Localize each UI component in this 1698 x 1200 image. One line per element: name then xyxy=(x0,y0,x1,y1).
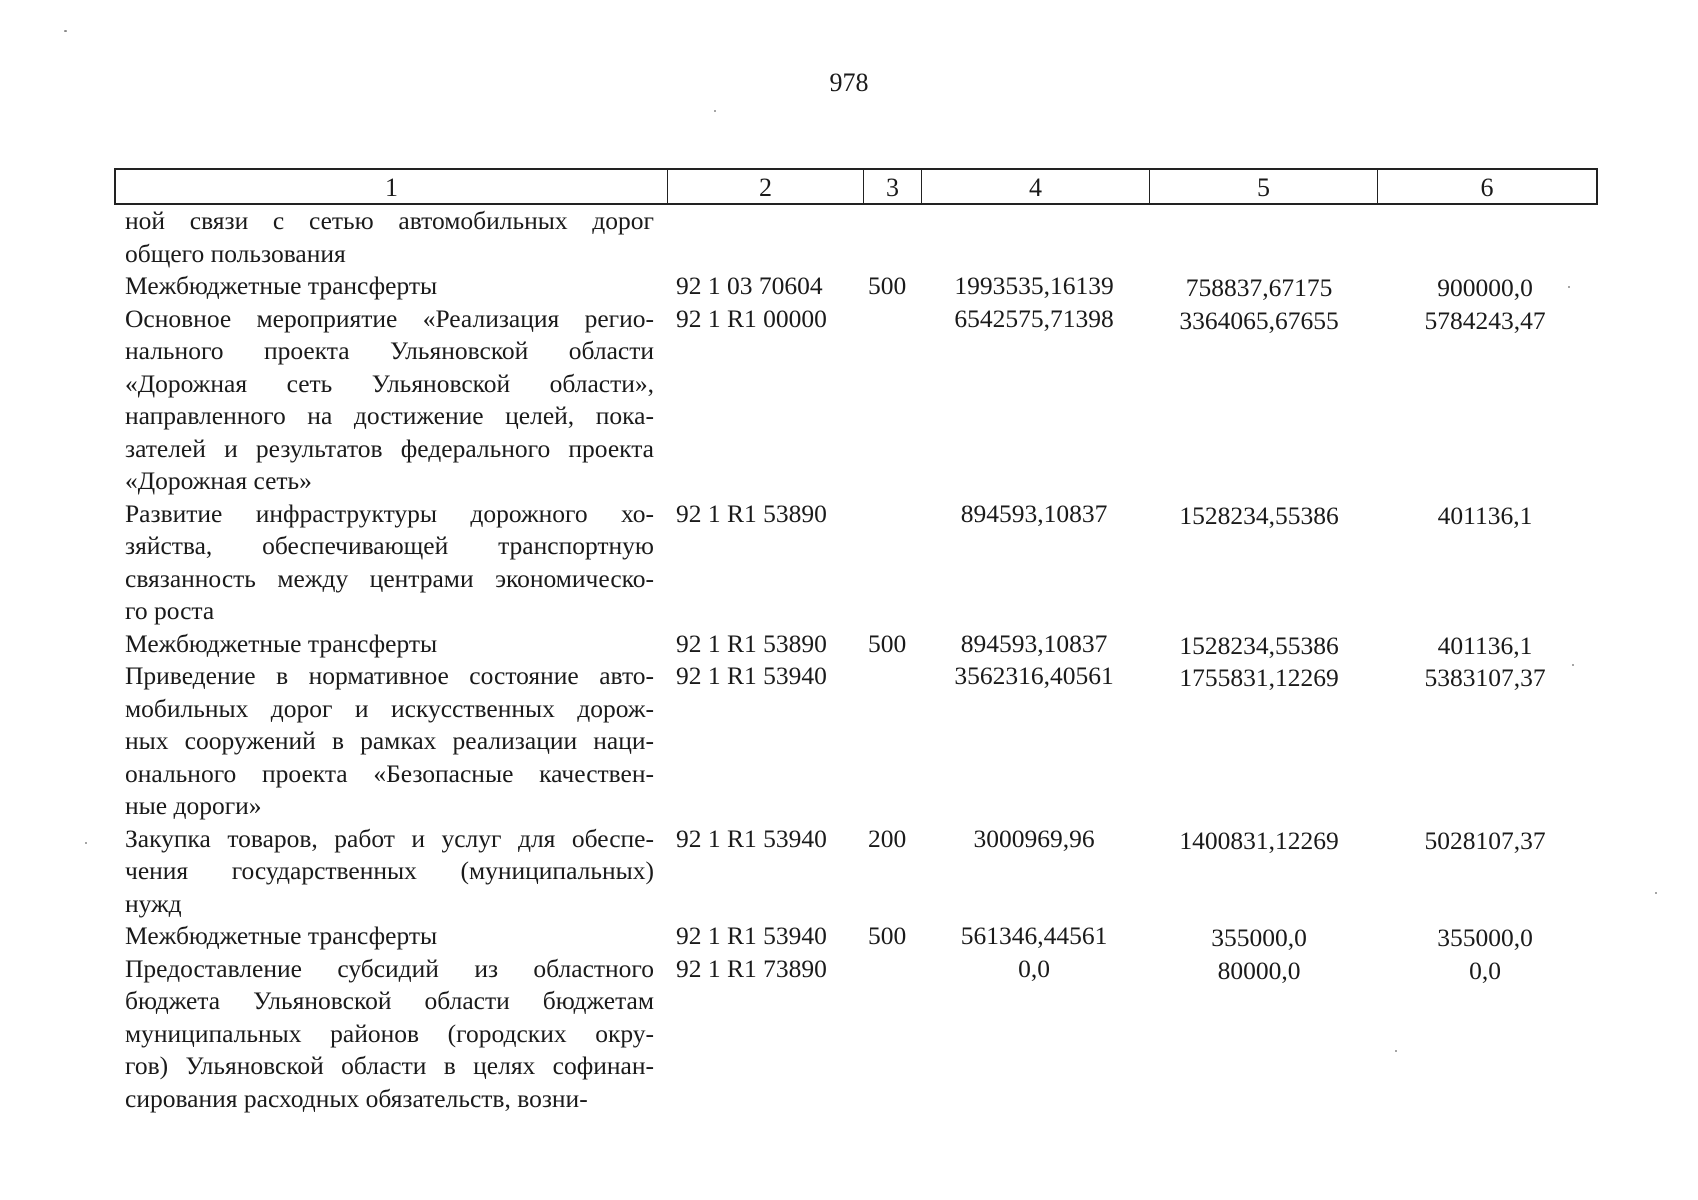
cell-value-6: 0,0 xyxy=(1469,955,1501,985)
description-line: онального проекта «Безопасные качествен- xyxy=(125,758,654,788)
cell-code: 92 1 R1 00000 xyxy=(676,303,827,333)
description-line: ные дороги» xyxy=(125,791,262,820)
cell-value-4: 1993535,16139 xyxy=(954,271,1114,300)
page-number: 978 xyxy=(829,68,869,97)
scan-speck xyxy=(64,30,67,32)
description-line: Основное мероприятие «Реализация регио- xyxy=(125,303,654,333)
row-description xyxy=(125,660,654,823)
description-line: связанность между центрами экономическо- xyxy=(125,563,654,593)
scan-speck xyxy=(1655,892,1657,894)
description-line: Приведение в нормативное состояние авто- xyxy=(125,661,654,690)
description-line: общего пользования xyxy=(125,238,346,268)
cell-expense-type: 500 xyxy=(868,921,907,950)
row-description xyxy=(125,270,654,303)
row-description xyxy=(125,823,654,921)
scan-speck xyxy=(1568,286,1570,288)
description-line: нужд xyxy=(125,888,182,918)
cell-value-6: 5784243,47 xyxy=(1424,305,1546,335)
cell-value-5: 1528234,55386 xyxy=(1179,630,1339,660)
description-line: чения государственных (муниципальных) xyxy=(125,856,654,885)
description-line: Межбюджетные трансферты xyxy=(125,921,438,950)
cell-code: 92 1 R1 53940 xyxy=(676,823,827,853)
cell-value-6: 900000,0 xyxy=(1437,273,1533,302)
header-col-6: 6 xyxy=(1480,173,1494,202)
table-header xyxy=(114,168,1598,205)
row-description xyxy=(125,920,654,953)
description-line: муниципальных районов (городских окру- xyxy=(125,1018,654,1048)
cell-value-4: 894593,10837 xyxy=(960,628,1108,658)
cell-code: 92 1 03 70604 xyxy=(676,271,823,300)
description-line: гов) Ульяновской области в целях софинан- xyxy=(125,1051,654,1080)
description-line: Развитие инфраструктуры дорожного хо- xyxy=(125,498,654,528)
description-line: зяйства, обеспечивающей транспортную xyxy=(125,531,654,560)
cell-value-6: 5028107,37 xyxy=(1424,825,1546,855)
cell-code: 92 1 R1 53940 xyxy=(676,921,827,950)
scan-speck xyxy=(714,110,716,112)
cell-value-6: 401136,1 xyxy=(1437,500,1533,530)
cell-value-4: 0,0 xyxy=(1018,953,1050,983)
cell-value-5: 758837,67175 xyxy=(1185,273,1333,302)
description-line: Межбюджетные трансферты xyxy=(125,271,438,300)
cell-value-4: 561346,44561 xyxy=(960,921,1108,950)
cell-expense-type: 500 xyxy=(868,628,907,658)
cell-value-5: 3364065,67655 xyxy=(1179,305,1339,335)
row-description xyxy=(125,205,654,270)
description-line: Межбюджетные трансферты xyxy=(125,628,438,658)
description-line: Предоставление субсидий из областного xyxy=(125,953,654,983)
row-description xyxy=(125,498,654,628)
cell-value-5: 355000,0 xyxy=(1211,923,1307,952)
cell-expense-type: 500 xyxy=(868,271,907,300)
header-col-2: 2 xyxy=(668,170,864,203)
cell-value-4: 6542575,71398 xyxy=(954,303,1114,333)
scan-speck xyxy=(1395,1050,1397,1052)
description-line: «Дорожная сеть Ульяновской области», xyxy=(125,368,654,398)
cell-code: 92 1 R1 53940 xyxy=(676,661,827,690)
description-line: «Дорожная сеть» xyxy=(125,466,312,495)
cell-value-6: 401136,1 xyxy=(1437,630,1533,660)
header-col-4: 4 xyxy=(922,170,1150,203)
description-line: ных сооружений в рамках реализации наци- xyxy=(125,726,654,755)
cell-value-5: 80000,0 xyxy=(1217,955,1301,985)
scan-speck xyxy=(1572,664,1574,666)
cell-code: 92 1 R1 73890 xyxy=(676,953,827,983)
cell-value-5: 1755831,12269 xyxy=(1179,663,1339,692)
cell-code: 92 1 R1 53890 xyxy=(676,628,827,658)
cell-code: 92 1 R1 53890 xyxy=(676,498,827,528)
cell-value-4: 894593,10837 xyxy=(960,498,1108,528)
header-col-1: 1 xyxy=(116,170,668,203)
description-line: зателей и результатов федерального проекта xyxy=(125,433,654,463)
cell-value-4: 3562316,40561 xyxy=(954,661,1114,690)
description-line: сирования расходных обязательств, возни- xyxy=(125,1083,588,1113)
header-col-5: 5 xyxy=(1150,170,1378,203)
description-line: направленного на достижение целей, пока- xyxy=(125,401,654,430)
description-line: Закупка товаров, работ и услуг для обеспе- xyxy=(125,823,654,853)
row-description xyxy=(125,628,654,661)
description-line: го роста xyxy=(125,596,215,625)
cell-expense-type: 200 xyxy=(868,823,907,853)
cell-value-6: 5383107,37 xyxy=(1424,663,1546,692)
row-description xyxy=(125,953,654,1116)
row-description xyxy=(125,303,654,498)
cell-value-5: 1400831,12269 xyxy=(1179,825,1339,855)
description-line: бюджета Ульяновской области бюджетам xyxy=(125,986,654,1015)
cell-value-6: 355000,0 xyxy=(1437,923,1533,952)
description-line: ной связи с сетью автомобильных дорог xyxy=(125,206,654,235)
cell-value-4: 3000969,96 xyxy=(973,823,1095,853)
description-line: мобильных дорог и искусственных дорож- xyxy=(125,693,654,723)
description-line: нального проекта Ульяновской области xyxy=(125,336,654,365)
cell-value-5: 1528234,55386 xyxy=(1179,500,1339,530)
header-col-3: 3 xyxy=(864,170,922,203)
scan-speck xyxy=(85,842,87,844)
